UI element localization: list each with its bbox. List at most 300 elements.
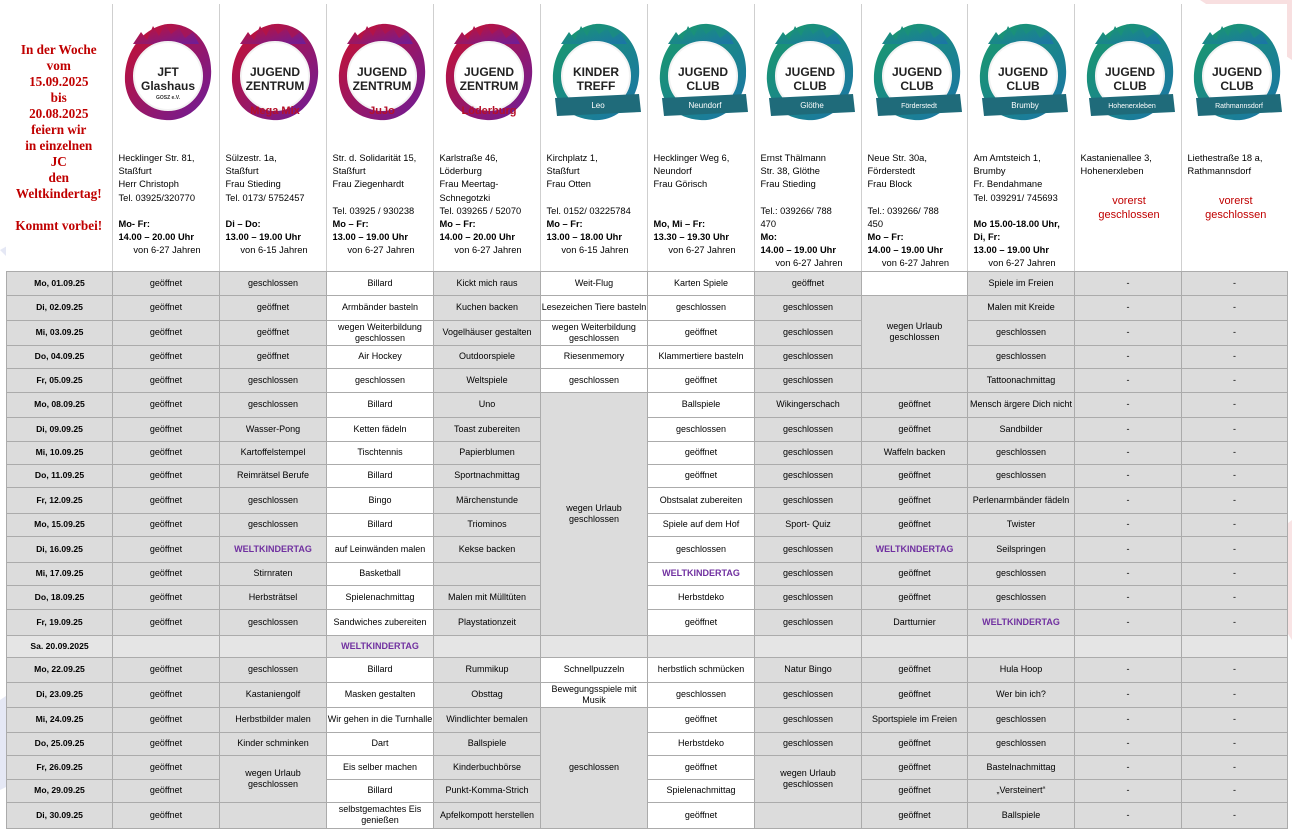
cell: geschlossen [968, 585, 1075, 609]
club-logo-graphic [113, 4, 220, 146]
cell: geöffnet [113, 779, 220, 802]
address-line [868, 192, 964, 205]
cell: - [1075, 441, 1182, 464]
address-line: Sülzestr. 1a, [225, 153, 277, 163]
cell: geöffnet [113, 417, 220, 441]
cell: Hula Hoop [968, 657, 1075, 682]
logo-title-line2: CLUB [1005, 79, 1040, 93]
table-row [7, 562, 1288, 585]
cell: Weltspiele [434, 368, 541, 392]
club-logo [1074, 4, 1181, 146]
cell: - [1182, 562, 1288, 585]
cell: Sportspiele im Freien [862, 707, 968, 732]
cell: - [1182, 487, 1288, 513]
club-address [112, 146, 219, 271]
cell: Kinderbuchbörse [434, 755, 541, 779]
cell: - [1075, 802, 1182, 828]
cell: geöffnet [862, 417, 968, 441]
cell: geöffnet [648, 464, 755, 487]
cell: - [1075, 585, 1182, 609]
cell: Sandbilder [968, 417, 1075, 441]
address-line: Frau Görisch [653, 179, 708, 190]
cell: - [1182, 345, 1288, 368]
cell: geöffnet [755, 271, 862, 295]
day-cell: Do, 11.09.25 [7, 464, 113, 487]
cell: wegen Weiterbildung geschlossen [541, 320, 648, 345]
cell: Bingo [327, 487, 434, 513]
club-logo-graphic [1075, 4, 1182, 146]
day-cell: Di, 16.09.25 [7, 536, 113, 562]
day-cell: Mi, 24.09.25 [7, 707, 113, 732]
logo-subtitle: Mega Mix [249, 105, 300, 117]
logo-subtitle: JuJo [368, 105, 395, 117]
opening-hours-age: von 6-27 Jahren [668, 245, 736, 256]
cell: geschlossen [220, 513, 327, 536]
cell: geöffnet [648, 802, 755, 828]
cell: Ketten fädeln [327, 417, 434, 441]
address-line [547, 192, 644, 205]
schedule-header [6, 4, 1287, 271]
day-cell: Di, 30.09.25 [7, 802, 113, 828]
logo-title-line2: ZENTRUM [459, 79, 518, 93]
address-line: Brumby [973, 166, 1006, 177]
opening-hours-time: 13.00 – 18.00 Uhr [546, 232, 622, 243]
cell: - [1182, 657, 1288, 682]
cell: geschlossen [541, 707, 648, 828]
address-line [654, 205, 751, 218]
cell [220, 802, 327, 828]
club-address [861, 146, 967, 271]
club-address [433, 146, 540, 271]
cell: geöffnet [113, 392, 220, 417]
day-cell: Mo, 29.09.25 [7, 779, 113, 802]
cell [968, 635, 1075, 657]
cell: - [1182, 802, 1288, 828]
address-line: Am Amtsteich 1, [973, 153, 1041, 163]
cell: Punkt-Komma-Strich [434, 779, 541, 802]
cell: Wer bin ich? [968, 682, 1075, 707]
cell: geöffnet [113, 707, 220, 732]
cell: - [1075, 271, 1182, 295]
cell: geschlossen [755, 732, 862, 755]
cell: Seilspringen [968, 536, 1075, 562]
opening-hours-time: 14.00 – 20.00 Uhr [439, 232, 515, 243]
logo-subtitle: Glöthe [799, 101, 824, 110]
day-cell: Mi, 03.09.25 [7, 320, 113, 345]
day-cell: Do, 04.09.25 [7, 345, 113, 368]
opening-hours-days: Mo – Fr: [546, 218, 583, 229]
address-line: Str. 38, Glöthe [760, 166, 820, 177]
logo-subtitle: Löderburg [461, 105, 516, 117]
cell: geöffnet [648, 320, 755, 345]
cell: wegen Urlaub geschlossen [755, 755, 862, 802]
cell: geschlossen [220, 368, 327, 392]
cell: Herbsträtsel [220, 585, 327, 609]
cell: Outdoorspiele [434, 345, 541, 368]
club-address [219, 146, 326, 271]
cell: geschlossen [755, 345, 862, 368]
opening-hours-age: von 6-27 Jahren [988, 258, 1056, 269]
cell: - [1075, 707, 1182, 732]
address-line: Tel.: 039266/ 788 [760, 205, 832, 216]
cell [113, 635, 220, 657]
day-cell: Mi, 10.09.25 [7, 441, 113, 464]
logo-title-line1: JUGEND [677, 65, 728, 79]
opening-hours-days: Mo – Fr: [439, 219, 476, 230]
address-line: Frau Otten [546, 179, 591, 190]
cell: Eis selber machen [327, 755, 434, 779]
day-cell: Fr, 26.09.25 [7, 755, 113, 779]
schedule-grid [6, 271, 1288, 829]
address-line: Hohenerxleben [1080, 166, 1144, 177]
opening-hours-age: von 6-27 Jahren [775, 258, 843, 269]
cell: selbstgemachtes Eis genießen [327, 802, 434, 828]
table-row [7, 513, 1288, 536]
table-row [7, 779, 1288, 802]
cell: geschlossen [755, 368, 862, 392]
cell: - [1075, 609, 1182, 635]
cell: geöffnet [113, 536, 220, 562]
cell: Uno [434, 392, 541, 417]
address-line: Tel. 039291/ 745693 [973, 192, 1058, 203]
cell: geöffnet [862, 802, 968, 828]
address-line: 470 [760, 218, 777, 229]
cell: Herbstdeko [648, 585, 755, 609]
cell: Wasser-Pong [220, 417, 327, 441]
cell: geschlossen [541, 368, 648, 392]
cell: - [1182, 707, 1288, 732]
cell: geschlossen [755, 487, 862, 513]
cell: geschlossen [968, 732, 1075, 755]
cell: Kickt mich raus [434, 271, 541, 295]
cell: Obsttag [434, 682, 541, 707]
address-line: Str. d. Solidarität 15, [332, 153, 417, 163]
cell: geöffnet [113, 295, 220, 320]
logo-title-line1: JUGEND [997, 65, 1048, 79]
logo-title-line2: ZENTRUM [352, 79, 411, 93]
logo-title-line2: ZENTRUM [245, 79, 304, 93]
cell: geöffnet [113, 271, 220, 295]
table-row [7, 755, 1288, 779]
cell: Ballspiele [648, 392, 755, 417]
day-cell: Fr, 12.09.25 [7, 487, 113, 513]
cell: geschlossen [968, 320, 1075, 345]
cell: Kinder schminken [220, 732, 327, 755]
address-line: Tel. 0152/ 03225784 [546, 205, 631, 216]
cell: Triominos [434, 513, 541, 536]
cell: - [1075, 464, 1182, 487]
address-line: Kastanienallee 3, [1080, 153, 1152, 163]
club-address [647, 146, 754, 271]
cell: geöffnet [862, 464, 968, 487]
cell: - [1075, 368, 1182, 392]
cell: Spielenachmittag [648, 779, 755, 802]
cell: Lesezeichen Tiere basteln [541, 295, 648, 320]
cell: geschlossen [220, 657, 327, 682]
logo-title-line2: CLUB [1112, 79, 1147, 93]
cell: wegen Urlaub geschlossen [220, 755, 327, 802]
address-line: Tel.: 039266/ 788 [867, 205, 939, 216]
cell: geschlossen [755, 464, 862, 487]
cell: - [1075, 682, 1182, 707]
cell: Tattoonachmittag [968, 368, 1075, 392]
address-line: Löderburg [439, 166, 482, 177]
opening-hours-days: Mo – Fr: [332, 218, 369, 229]
table-row [7, 585, 1288, 609]
cell: Toast zubereiten [434, 417, 541, 441]
cell: Sportnachmittag [434, 464, 541, 487]
opening-hours-days: Mo – Fr: [867, 232, 904, 243]
cell: Natur Bingo [755, 657, 862, 682]
cell: Vogelhäuser gestalten [434, 320, 541, 345]
cell: geschlossen [968, 441, 1075, 464]
cell: geöffnet [862, 755, 968, 779]
logo-title-line2: CLUB [1219, 79, 1254, 93]
cell: geöffnet [648, 441, 755, 464]
cell: geöffnet [113, 585, 220, 609]
club-logo [754, 4, 861, 146]
cell [220, 635, 327, 657]
cell: Herbstbilder malen [220, 707, 327, 732]
cell: Billard [327, 392, 434, 417]
cell: Air Hockey [327, 345, 434, 368]
club-logo [112, 4, 219, 146]
table-row [7, 295, 1288, 320]
cell: Mensch ärgere Dich nicht [968, 392, 1075, 417]
opening-hours-time: 13.00 – 19.00 Uhr [332, 232, 408, 243]
cell: Karten Spiele [648, 271, 755, 295]
table-row [7, 320, 1288, 345]
cell: Rummikup [434, 657, 541, 682]
club-logo-graphic [1182, 4, 1288, 146]
opening-hours-days: Mo, Mi – Fr: [653, 218, 706, 229]
cell: geschlossen [755, 417, 862, 441]
cell: - [1182, 536, 1288, 562]
club-address [967, 146, 1074, 271]
cell: Wikingerschach [755, 392, 862, 417]
cell: Spiele im Freien [968, 271, 1075, 295]
address-line: Neundorf [653, 166, 692, 177]
logo-title-line1: KINDER [572, 65, 619, 79]
cell: herbstlich schmücken [648, 657, 755, 682]
cell: geöffnet [862, 682, 968, 707]
cell: auf Leinwänden malen [327, 536, 434, 562]
cell: Sandwiches zubereiten [327, 609, 434, 635]
cell: „Versteinert“ [968, 779, 1075, 802]
cell: geschlossen [220, 609, 327, 635]
cell: geschlossen [755, 295, 862, 320]
club-logo [219, 4, 326, 146]
cell: Riesenmemory [541, 345, 648, 368]
club-address [1074, 146, 1181, 271]
logo-subtitle: Neundorf [688, 101, 721, 110]
opening-hours-time: 14.00 – 19.00 Uhr [760, 245, 836, 256]
cell: geöffnet [113, 732, 220, 755]
cell: geöffnet [113, 755, 220, 779]
cell: - [1075, 487, 1182, 513]
cell: Sport- Quiz [755, 513, 862, 536]
club-logo-graphic [755, 4, 862, 146]
cell: geöffnet [113, 657, 220, 682]
address-line: Frau Stieding [225, 179, 281, 190]
club-logo [540, 4, 647, 146]
address-line: Neue Str. 30a, [867, 153, 927, 163]
table-row [7, 441, 1288, 464]
cell [434, 562, 541, 585]
cell: geöffnet [113, 487, 220, 513]
opening-hours-age: von 6-27 Jahren [881, 258, 950, 269]
cell: Wir gehen in die Turnhalle [327, 707, 434, 732]
cell: - [1182, 320, 1288, 345]
cell: geöffnet [862, 585, 968, 609]
cell: Obstsalat zubereiten [648, 487, 755, 513]
weltkindertag-cell: WELTKINDERTAG [220, 536, 327, 562]
cell: Spiele auf dem Hof [648, 513, 755, 536]
address-line: 450 [867, 218, 884, 229]
club-logo [1181, 4, 1287, 146]
logo-title-line1: JUGEND [891, 65, 942, 79]
day-cell: Do, 18.09.25 [7, 585, 113, 609]
club-logo [433, 4, 540, 146]
cell: wegen Weiterbildung geschlossen [327, 320, 434, 345]
cell: geöffnet [862, 779, 968, 802]
cell: geschlossen [755, 707, 862, 732]
cell: geschlossen [968, 562, 1075, 585]
day-cell: Fr, 19.09.25 [7, 609, 113, 635]
cell: geschlossen [648, 417, 755, 441]
opening-hours-days: Mo- Fr: [118, 218, 150, 229]
logo-title-line1: JUGEND [249, 65, 300, 79]
table-row [7, 464, 1288, 487]
opening-hours-age: von 6-27 Jahren [347, 245, 415, 256]
club-logo-graphic [434, 4, 541, 146]
logo-title-line1: JUGEND [784, 65, 835, 79]
cell: - [1182, 417, 1288, 441]
opening-hours-days: Mo: [760, 232, 778, 243]
cell: - [1182, 609, 1288, 635]
cell: geschlossen [220, 271, 327, 295]
cell: Billard [327, 464, 434, 487]
logo-title-line1: JUGEND [1211, 65, 1262, 79]
opening-hours-age: von 6-15 Jahren [240, 245, 308, 256]
cell [1075, 635, 1182, 657]
cell: geöffnet [113, 320, 220, 345]
cell: Kartoffelstempel [220, 441, 327, 464]
cell: Twister [968, 513, 1075, 536]
opening-hours-time: 13.30 – 19.30 Uhr [653, 231, 729, 242]
address-line: Staßfurt [546, 166, 580, 177]
club-logo-graphic [327, 4, 434, 146]
cell: Bastelnachmittag [968, 755, 1075, 779]
cell: - [1075, 295, 1182, 320]
cell: - [1182, 441, 1288, 464]
logo-subtitle: Förderstedt [900, 103, 937, 110]
opening-hours-age: von 6-27 Jahren [133, 245, 201, 256]
cell: - [1075, 320, 1182, 345]
cell: geöffnet [862, 732, 968, 755]
opening-hours-age: von 6-15 Jahren [561, 245, 629, 256]
cell [755, 635, 862, 657]
cell: geöffnet [113, 609, 220, 635]
cell: Armbänder basteln [327, 295, 434, 320]
table-row [7, 536, 1288, 562]
logo-title-line1: JUGEND [1104, 65, 1155, 79]
logo-subtitle: Hohenerxleben [1107, 103, 1156, 110]
cell: geöffnet [113, 368, 220, 392]
cell: wegen Urlaub geschlossen [541, 392, 648, 635]
cell: Märchenstunde [434, 487, 541, 513]
cell: - [1075, 657, 1182, 682]
cell: geöffnet [113, 464, 220, 487]
cell: geöffnet [220, 320, 327, 345]
cell: geschlossen [648, 295, 755, 320]
cell: geöffnet [113, 562, 220, 585]
cell: geschlossen [755, 536, 862, 562]
logo-subtitle: GOSZ e.V. [155, 95, 180, 101]
cell: geöffnet [113, 513, 220, 536]
opening-hours-days: Mo 15.00-18.00 Uhr, [973, 218, 1060, 229]
logo-subtitle: Brumby [1010, 101, 1039, 110]
cell: Weit-Flug [541, 271, 648, 295]
opening-hours-age: von 6-27 Jahren [454, 245, 522, 256]
cell: geschlossen [755, 441, 862, 464]
cell: - [1075, 562, 1182, 585]
club-status: vorerst geschlossen [1205, 195, 1267, 222]
address-line: Tel. 0173/ 5752457 [225, 192, 305, 203]
cell [1182, 635, 1288, 657]
table-row [7, 392, 1288, 417]
cell [434, 635, 541, 657]
cell: geöffnet [862, 562, 968, 585]
cell: Papierblumen [434, 441, 541, 464]
table-row [7, 609, 1288, 635]
cell: geöffnet [113, 345, 220, 368]
cell: - [1182, 295, 1288, 320]
cell: geöffnet [113, 682, 220, 707]
opening-hours-time: 13.00 – 19.00 Uhr [225, 232, 301, 243]
spacer [119, 205, 216, 218]
day-cell: Fr, 05.09.25 [7, 368, 113, 392]
cell: geschlossen [220, 392, 327, 417]
logo-title-line1: JUGEND [356, 65, 407, 79]
logo-title-line2: TREFF [576, 79, 615, 93]
logo-title-line2: Glashaus [140, 79, 195, 93]
address-line: Hecklinger Str. 81, [118, 153, 195, 163]
day-cell: Mo, 08.09.25 [7, 392, 113, 417]
cell: geöffnet [862, 392, 968, 417]
address-line: Frau Meertag- [439, 179, 499, 190]
logo-title-line2: CLUB [792, 79, 827, 93]
cell: geöffnet [113, 441, 220, 464]
cell: geöffnet [648, 755, 755, 779]
cell: Billard [327, 657, 434, 682]
address-line [654, 192, 751, 205]
cell: - [1075, 345, 1182, 368]
cell: - [1075, 755, 1182, 779]
cell: geschlossen [755, 562, 862, 585]
club-status: vorerst geschlossen [1098, 195, 1160, 222]
cell: - [1182, 732, 1288, 755]
address-line: Ernst Thälmann [760, 153, 826, 163]
cell: - [1182, 464, 1288, 487]
club-logo [647, 4, 754, 146]
cell: Herbstdeko [648, 732, 755, 755]
cell [862, 635, 968, 657]
opening-hours-time: 14.00 – 19.00 Uhr [867, 245, 943, 256]
address-line [761, 192, 858, 205]
cell: geöffnet [862, 657, 968, 682]
intro-text: In der Woche vom 15.09.2025 bis 20.08.2025 feiern wir in einzelnen JC den Weltkindertag! Kommt vorbei! [6, 4, 112, 271]
